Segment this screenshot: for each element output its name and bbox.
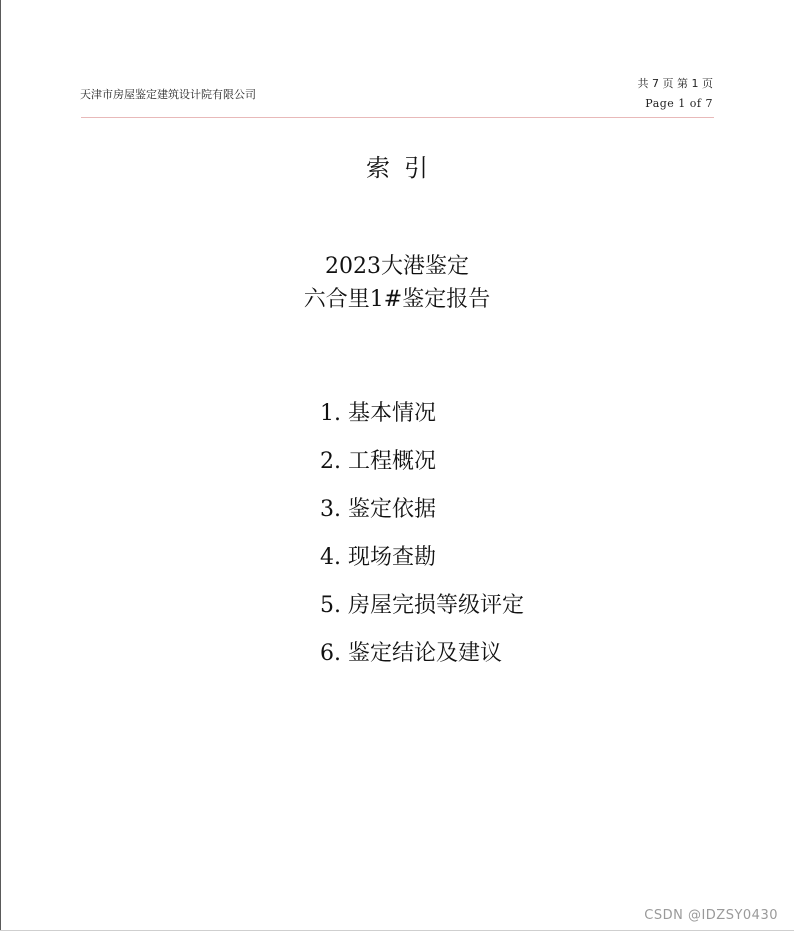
table-of-contents <box>320 396 524 684</box>
report-title-line-1: 2023大港鉴定 <box>325 254 469 279</box>
report-title <box>0 250 794 316</box>
report-title-line-2: 六合里1#鉴定报告 <box>303 287 491 312</box>
header-divider <box>81 117 714 118</box>
toc-item: 6. 鉴定结论及建议 <box>320 641 502 666</box>
toc-item: 3. 鉴定依据 <box>320 497 436 522</box>
index-heading: 索引 <box>366 154 442 182</box>
header-page-info <box>638 74 713 114</box>
toc-item: 5. 房屋完损等级评定 <box>320 593 524 618</box>
toc-item: 2. 工程概况 <box>320 449 436 474</box>
page-left-border <box>0 0 1 931</box>
page-count-english: Page 1 of 7 <box>645 97 713 110</box>
page-count-chinese: 共 7 页 第 1 页 <box>637 77 713 90</box>
watermark-text: CSDN @IDZSY0430 <box>644 908 778 923</box>
header-company-name: 天津市房屋鉴定建筑设计院有限公司 <box>80 88 256 101</box>
toc-item: 4. 现场查勘 <box>320 545 436 570</box>
toc-item: 1. 基本情况 <box>320 401 436 426</box>
